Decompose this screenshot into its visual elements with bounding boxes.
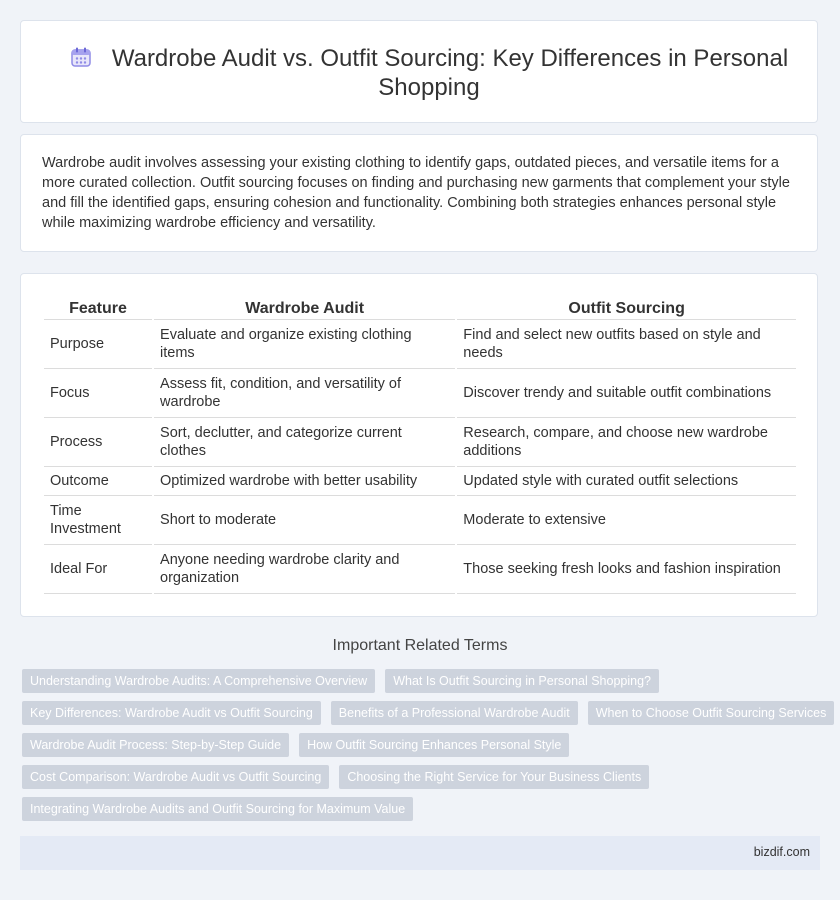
related-term-tag[interactable]: Key Differences: Wardrobe Audit vs Outfit Sourcing bbox=[22, 701, 321, 725]
page-title-wrap bbox=[61, 44, 797, 102]
cell-outfit-sourcing: Moderate to extensive bbox=[457, 496, 796, 545]
table-row bbox=[44, 496, 796, 545]
tag-row bbox=[22, 669, 812, 693]
table-row bbox=[44, 320, 796, 369]
related-term-tag[interactable]: Cost Comparison: Wardrobe Audit vs Outfit Sourcing bbox=[22, 765, 329, 789]
related-term-tag[interactable]: When to Choose Outfit Sourcing Services bbox=[588, 701, 835, 725]
page-title-text: Wardrobe Audit vs. Outfit Sourcing: Key Differences in Personal Shopping bbox=[111, 45, 789, 101]
cell-wardrobe-audit: Short to moderate bbox=[154, 496, 455, 545]
cell-wardrobe-audit: Assess fit, condition, and versatility of wardrobe bbox=[154, 369, 455, 418]
table-row bbox=[44, 467, 796, 496]
tag-row bbox=[22, 701, 827, 725]
related-term-tag[interactable]: Understanding Wardrobe Audits: A Comprehensive Overview bbox=[22, 669, 375, 693]
related-terms-list bbox=[22, 669, 827, 829]
table-row bbox=[44, 418, 796, 467]
cell-outfit-sourcing: Updated style with curated outfit selections bbox=[457, 467, 796, 496]
tag-row bbox=[22, 733, 812, 757]
tag-row bbox=[22, 765, 812, 789]
cell-wardrobe-audit: Anyone needing wardrobe clarity and organization bbox=[154, 545, 455, 594]
table-header-row bbox=[44, 296, 796, 320]
header-card bbox=[20, 20, 818, 123]
related-term-tag[interactable]: What Is Outfit Sourcing in Personal Shopping? bbox=[385, 669, 659, 693]
comparison-card bbox=[20, 273, 818, 617]
cell-outfit-sourcing: Research, compare, and choose new wardrobe additions bbox=[457, 418, 796, 467]
related-term-tag[interactable]: Benefits of a Professional Wardrobe Audit bbox=[331, 701, 578, 725]
cell-feature: Focus bbox=[44, 369, 152, 418]
cell-wardrobe-audit: Evaluate and organize existing clothing items bbox=[154, 320, 455, 369]
related-terms-title: Important Related Terms bbox=[332, 637, 508, 654]
related-term-tag[interactable]: Wardrobe Audit Process: Step-by-Step Guide bbox=[22, 733, 289, 757]
header-outfit-sourcing: Outfit Sourcing bbox=[457, 296, 796, 320]
intro-text: Wardrobe audit involves assessing your existing clothing to identify gaps, outdated pieces, and versatile items for a more curated collection. Outfit sourcing focuses on finding and purchasing new garments that complement your style and fill the identified gaps, ensuring cohesion and functionality. Combining both strategies enhances personal style while maximizing wardrobe efficiency and versatility. bbox=[42, 155, 790, 231]
cell-feature: Outcome bbox=[44, 467, 152, 496]
related-term-tag[interactable]: Integrating Wardrobe Audits and Outfit Sourcing for Maximum Value bbox=[22, 797, 413, 821]
cell-outfit-sourcing: Those seeking fresh looks and fashion inspiration bbox=[457, 545, 796, 594]
cell-feature: Purpose bbox=[44, 320, 152, 369]
related-term-tag[interactable]: Choosing the Right Service for Your Business Clients bbox=[339, 765, 649, 789]
intro-card bbox=[20, 134, 818, 252]
table-row bbox=[44, 545, 796, 594]
footer-site-link[interactable]: bizdif.com bbox=[753, 845, 810, 859]
cell-feature: Process bbox=[44, 418, 152, 467]
cell-feature: Ideal For bbox=[44, 545, 152, 594]
cell-feature: Time Investment bbox=[44, 496, 152, 545]
comparison-table bbox=[42, 296, 798, 594]
tag-row bbox=[22, 797, 812, 821]
footer bbox=[20, 836, 820, 870]
cell-wardrobe-audit: Sort, declutter, and categorize current clothes bbox=[154, 418, 455, 467]
header-feature: Feature bbox=[44, 296, 152, 320]
cell-wardrobe-audit: Optimized wardrobe with better usability bbox=[154, 467, 455, 496]
calendar-icon bbox=[70, 46, 92, 68]
cell-outfit-sourcing: Discover trendy and suitable outfit combinations bbox=[457, 369, 796, 418]
page-title bbox=[61, 44, 797, 102]
header-wardrobe-audit: Wardrobe Audit bbox=[154, 296, 455, 320]
related-term-tag[interactable]: How Outfit Sourcing Enhances Personal Style bbox=[299, 733, 569, 757]
cell-outfit-sourcing: Find and select new outfits based on style and needs bbox=[457, 320, 796, 369]
table-row bbox=[44, 369, 796, 418]
